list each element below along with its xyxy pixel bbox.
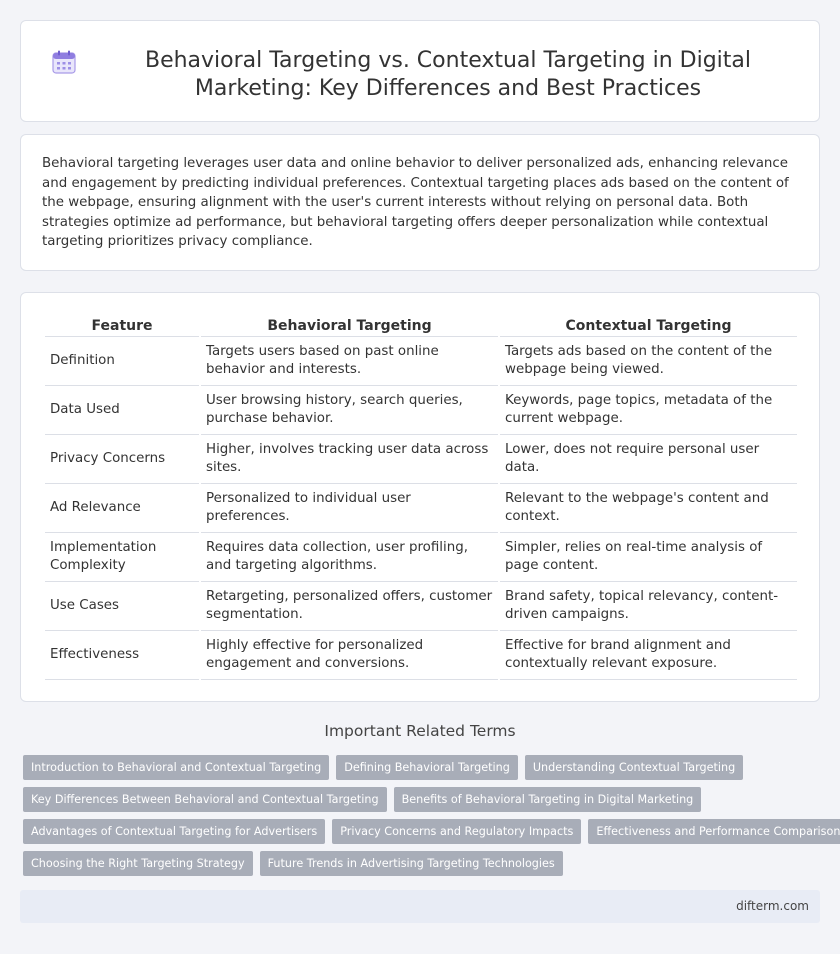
behavioral-cell: Retargeting, personalized offers, customer segmentation. [201, 582, 498, 631]
contextual-cell: Keywords, page topics, metadata of the current webpage. [500, 386, 797, 435]
intro-text: Behavioral targeting leverages user data and online behavior to deliver personalized ads, enhancing relevance and engagement by predicting individual preferences. Contextual targeting places ads based on the content of the webpage, ensuring alignment with the user's current interests without relying on personal data. Both strategies optimize ad performance, but behavioral targeting offers deeper personalization while contextual targeting prioritizes privacy compliance. [42, 156, 789, 249]
table-row [45, 582, 797, 631]
table-row [45, 435, 797, 484]
column-header: Behavioral Targeting [201, 317, 498, 337]
related-term-link[interactable]: Future Trends in Advertising Targeting Technologies [260, 851, 563, 876]
behavioral-cell: Higher, involves tracking user data across sites. [201, 435, 498, 484]
related-term-link[interactable]: Key Differences Between Behavioral and Contextual Targeting [23, 787, 387, 812]
related-term-link[interactable]: Choosing the Right Targeting Strategy [23, 851, 253, 876]
contextual-cell: Effective for brand alignment and contextually relevant exposure. [500, 631, 797, 680]
related-terms-list [23, 755, 840, 883]
table-header-row [45, 317, 797, 337]
contextual-cell: Targets ads based on the content of the webpage being viewed. [500, 337, 797, 386]
table-row [45, 337, 797, 386]
related-term-link[interactable]: Privacy Concerns and Regulatory Impacts [332, 819, 581, 844]
table-row [45, 533, 797, 582]
contextual-cell: Brand safety, topical relevancy, content-driven campaigns. [500, 582, 797, 631]
related-term-link[interactable]: Defining Behavioral Targeting [336, 755, 518, 780]
feature-cell: Effectiveness [45, 631, 199, 680]
related-term-link[interactable]: Benefits of Behavioral Targeting in Digital Marketing [394, 787, 702, 812]
behavioral-cell: User browsing history, search queries, purchase behavior. [201, 386, 498, 435]
intro-card [20, 134, 820, 271]
feature-cell: Use Cases [45, 582, 199, 631]
calendar-icon [51, 49, 77, 75]
comparison-table-card [20, 292, 820, 702]
table-row [45, 631, 797, 680]
feature-cell: Ad Relevance [45, 484, 199, 533]
feature-cell: Data Used [45, 386, 199, 435]
related-term-link[interactable]: Effectiveness and Performance Comparison [588, 819, 840, 844]
behavioral-cell: Personalized to individual user preferences. [201, 484, 498, 533]
comparison-table [43, 317, 799, 680]
feature-cell: Privacy Concerns [45, 435, 199, 484]
behavioral-cell: Highly effective for personalized engagement and conversions. [201, 631, 498, 680]
related-terms-heading: Important Related Terms [324, 722, 516, 740]
footer [20, 890, 820, 923]
contextual-cell: Lower, does not require personal user data. [500, 435, 797, 484]
behavioral-cell: Requires data collection, user profiling, and targeting algorithms. [201, 533, 498, 582]
page-title: Behavioral Targeting vs. Contextual Targeting in Digital Marketing: Key Differences and Best Practices [144, 48, 751, 101]
related-term-link[interactable]: Advantages of Contextual Targeting for Advertisers [23, 819, 325, 844]
column-header: Contextual Targeting [500, 317, 797, 337]
column-header: Feature [45, 317, 199, 337]
footer-site[interactable]: difterm.com [736, 899, 809, 913]
contextual-cell: Simpler, relies on real-time analysis of page content. [500, 533, 797, 582]
feature-cell: Definition [45, 337, 199, 386]
behavioral-cell: Targets users based on past online behavior and interests. [201, 337, 498, 386]
contextual-cell: Relevant to the webpage's content and context. [500, 484, 797, 533]
related-term-link[interactable]: Introduction to Behavioral and Contextual Targeting [23, 755, 329, 780]
title-card [20, 20, 820, 122]
table-row [45, 484, 797, 533]
table-row [45, 386, 797, 435]
related-term-link[interactable]: Understanding Contextual Targeting [525, 755, 743, 780]
feature-cell: Implementation Complexity [45, 533, 199, 582]
